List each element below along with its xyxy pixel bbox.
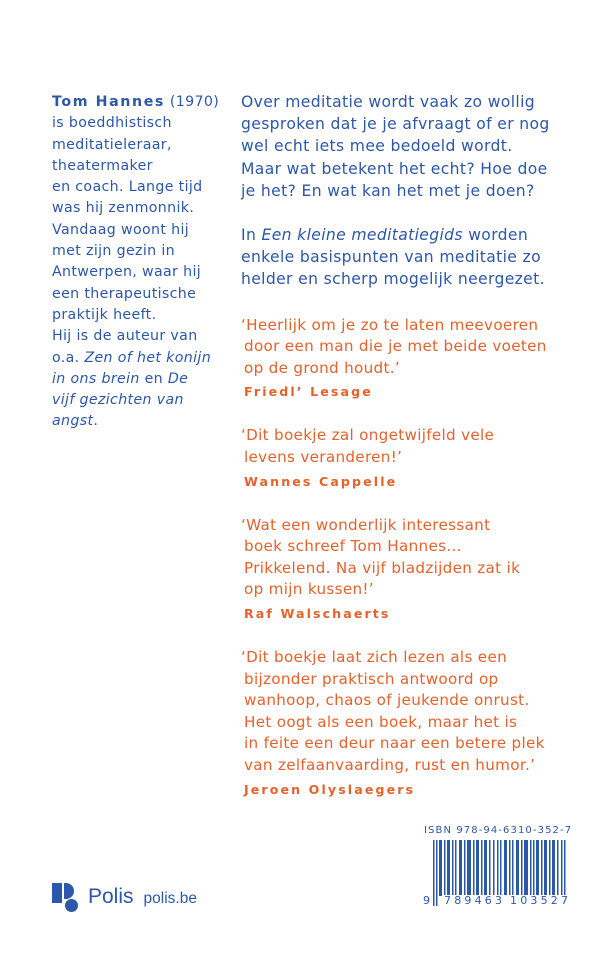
author-bio-line bbox=[52, 348, 222, 369]
blurb-line: helder en scherp mogelijk neergezet. bbox=[241, 270, 545, 289]
blurb-line: gesproken dat je je afvraagt of er nog bbox=[241, 115, 550, 134]
author-bio-line: Hij is de auteur van bbox=[52, 328, 198, 345]
oa-prefix: o.a. bbox=[52, 349, 85, 366]
quote-line: van zelfaanvaarding, rust en humor.’ bbox=[244, 755, 536, 774]
quote-line: wanhoop, chaos of jeukende onrust. bbox=[244, 691, 530, 710]
author-bio-line bbox=[52, 390, 222, 411]
quote-line: ‘Dit boekje zal ongetwijfeld vele bbox=[241, 426, 495, 445]
quote-line: ‘Heerlijk om je zo te laten meevoeren bbox=[241, 315, 539, 334]
author-bio-line: was hij zenmonnik. bbox=[52, 200, 195, 217]
connector: en bbox=[139, 370, 168, 387]
author-bio-line: met zijn gezin in bbox=[52, 243, 175, 260]
quote-line: Prikkelend. Na vijf bladzijden zat ik bbox=[244, 558, 521, 577]
quote-author: Jeroen Olyslaegers bbox=[244, 781, 416, 797]
barcode-digits-right: 103527 bbox=[510, 894, 572, 907]
author-birth-year: (1970) bbox=[169, 94, 220, 110]
publisher-name: Polis bbox=[88, 885, 134, 908]
period: . bbox=[93, 413, 99, 430]
quote-line: Het oogt als een boek, maar het is bbox=[244, 712, 518, 731]
author-bio-line: praktijk heeft. bbox=[52, 306, 157, 323]
blurb-line: Over meditatie wordt vaak zo wollig bbox=[241, 93, 535, 111]
author-bio-line: een therapeutische bbox=[52, 285, 197, 302]
review-quote-2 bbox=[241, 425, 581, 492]
review-quote-1 bbox=[241, 315, 581, 404]
blurb-suffix: worden bbox=[462, 226, 529, 245]
book-title-vijf: De bbox=[167, 370, 189, 387]
blurb-line: Maar wat betekent het echt? Hoe doe bbox=[241, 159, 548, 178]
quote-author: Friedl’ Lesage bbox=[244, 384, 373, 400]
barcode-digits-left: 789463 bbox=[444, 894, 506, 907]
quote-author: Wannes Cappelle bbox=[244, 473, 398, 489]
quote-line: op de grond houdt.’ bbox=[244, 358, 401, 377]
quote-line: in feite een deur naar een betere plek bbox=[244, 734, 545, 753]
right-column bbox=[241, 91, 581, 801]
book-title-zen-cont: in ons brein bbox=[52, 370, 140, 387]
blurb-paragraph-2 bbox=[241, 224, 581, 291]
quote-line: bijzonder praktisch antwoord op bbox=[244, 669, 499, 688]
book-title-vijf-end: angst bbox=[52, 413, 94, 430]
blurb-line: enkele basispunten van meditatie zo bbox=[241, 248, 541, 267]
author-bio-line: is boeddhistisch bbox=[52, 115, 172, 132]
quote-line: boek schreef Tom Hannes… bbox=[244, 537, 462, 556]
quote-line: ‘Wat een wonderlijk interessant bbox=[241, 515, 491, 534]
author-bio-line-0 bbox=[52, 92, 222, 113]
author-bio-line bbox=[52, 369, 222, 390]
quote-line: levens veranderen!’ bbox=[244, 448, 403, 466]
author-bio-line bbox=[52, 411, 222, 432]
blurb-line: wel echt iets mee bedoeld wordt. bbox=[241, 137, 513, 156]
author-bio-line: Vandaag woont hij bbox=[52, 221, 190, 238]
book-title-zen: Zen of het konijn bbox=[84, 349, 212, 366]
blurb-line bbox=[241, 224, 581, 246]
book-title: Een kleine meditatiegids bbox=[261, 226, 463, 245]
review-quote-4 bbox=[241, 647, 581, 801]
barcode-digit-first: 9 bbox=[423, 894, 434, 907]
review-quote-3 bbox=[241, 515, 581, 625]
author-bio-line: Antwerpen, waar hij bbox=[52, 264, 202, 281]
blurb-line: je het? En wat kan het met je doen? bbox=[241, 181, 535, 200]
quote-line: door een man die je met beide voeten bbox=[244, 337, 547, 356]
author-bio-line: en coach. Lange tijd bbox=[52, 179, 203, 196]
author-bio bbox=[52, 92, 222, 433]
book-blurb bbox=[241, 91, 581, 291]
blurb-paragraph-1 bbox=[241, 91, 581, 202]
quote-line: op mijn kussen!’ bbox=[244, 580, 374, 599]
quote-line: ‘Dit boekje laat zich lezen als een bbox=[241, 647, 508, 666]
author-bio-line: theatermaker bbox=[52, 157, 153, 174]
quote-author: Raf Walschaerts bbox=[244, 605, 391, 621]
blurb-prefix: In bbox=[241, 226, 262, 245]
author-name: Tom Hannes bbox=[52, 94, 165, 110]
polis-logo-icon bbox=[52, 881, 82, 913]
publisher-logo bbox=[52, 881, 197, 913]
author-bio-line: meditatieleraar, bbox=[52, 136, 172, 153]
isbn-label: ISBN 978-94-6310-352-7 bbox=[424, 825, 573, 836]
publisher-url: polis.be bbox=[143, 889, 197, 907]
book-title-vijf-cont: vijf gezichten van bbox=[52, 392, 184, 409]
